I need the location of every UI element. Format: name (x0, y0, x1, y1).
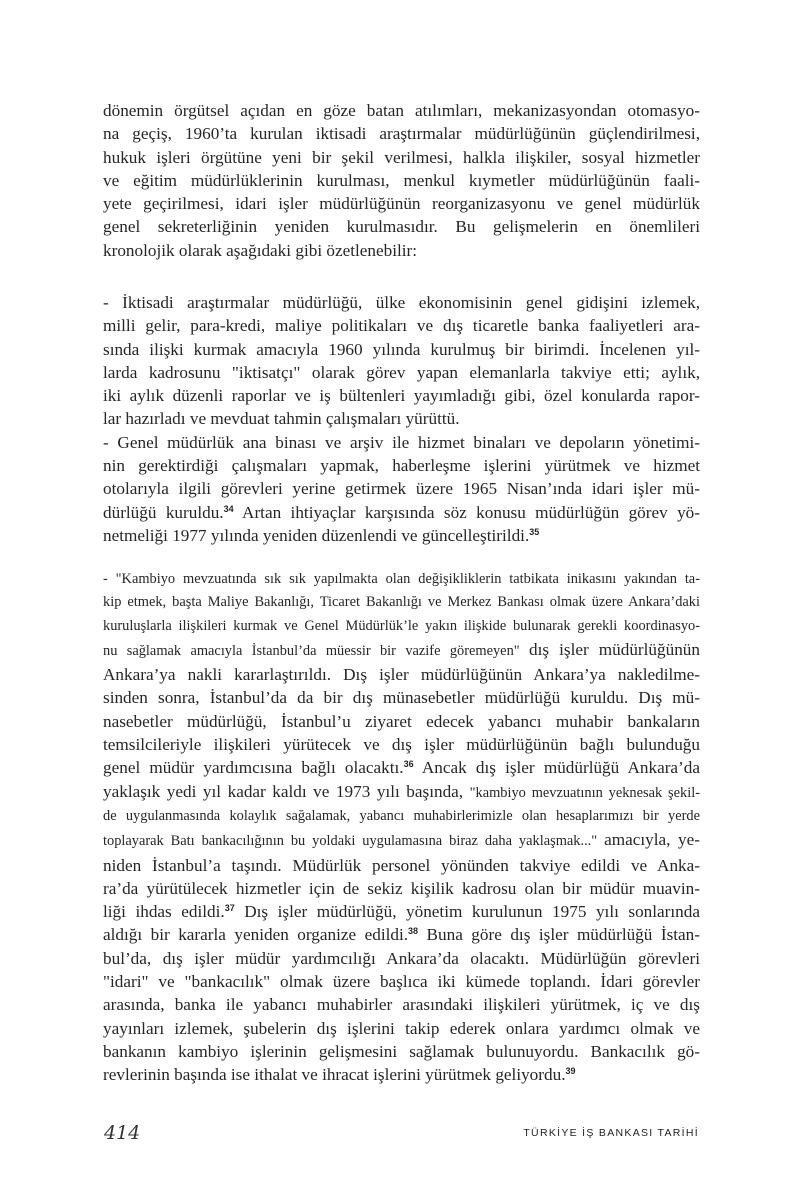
text-line: bul’da, dış işler müdür yardımcılığı Ankara’da olacaktı. Müdürlüğün görevleri (103, 948, 700, 968)
text-run: Artan ihtiyaçlar karşısında söz konusu müdürlüğün görev yö- (233, 502, 700, 522)
text-run: genel müdür yardımcısına bağlı olacaktı. (103, 758, 404, 778)
text-run: aldığı bir kararla yeniden organize edildi. (103, 925, 409, 945)
text-run: Dış işler müdürlüğü, yönetim kurulunun 1975 yılı sonlarında (234, 902, 700, 922)
text-run: netmeliği 1977 yılında yeniden düzenlendi ve güncelleştirildi. (103, 525, 530, 545)
text-line: - İktisadi araştırmalar müdürlüğü, ülke ekonomisinin genel gidişini izlemek, (103, 293, 700, 312)
quote-line: de uygulanmasında kolaylık sağalamak, yabancı muhabirlerimizle olan hesaplarımızı bir yerde (103, 807, 700, 824)
text-line: Ankara’ya nakli kararlaştırıldı. Dış işler müdürlüğünün Ankara’ya nakledilme- (103, 665, 700, 685)
text-line (103, 923, 700, 946)
footnote-ref[interactable]: 36 (403, 759, 414, 770)
text-line: kronolojik olarak aşağıdaki gibi özetlenebilir: (103, 240, 418, 260)
text-line: milli gelir, para-kredi, maliye politikaları ve dış ticaretle banka faaliyetleri ara- (103, 316, 700, 336)
quote-run: "kambiyo mevzuatının yeknesak şekil- (469, 784, 700, 801)
footnote-ref[interactable]: 38 (408, 926, 419, 937)
text-line: bankanın kambiyo işlerinin gelişmesini sağlamak bulunuyordu. Bankacılık gö- (103, 1041, 700, 1061)
text-line (103, 780, 700, 805)
text-line (103, 900, 700, 923)
text-run: Buna göre dış işler müdürlüğü İstan- (418, 925, 700, 945)
text-run: Ancak dış işler müdürlüğü Ankara’da (413, 758, 700, 778)
text-line: yete geçirilmesi, idari işler müdürlüğünün reorganizasyonu ve genel müdürlük (103, 194, 700, 214)
text-line: sında ilişki kurmak amacıyla 1960 yılında kurulmuş bir birimdi. İncelenen yıl- (103, 339, 700, 359)
text-line: iki aylık düzenli raporlar ve iş bültenleri yayımladığı gibi, özel konularda rapor- (103, 386, 700, 406)
foreign-affairs-paragraph (103, 568, 700, 1087)
text-line: otolarıyla ilgili görevleri yerine getirmek üzere 1965 Nisan’ında idari işler mü- (103, 479, 700, 499)
text-line: nasebetler müdürlüğü, İstanbul’u ziyaret edecek yabancı muhabir bankaların (103, 711, 700, 731)
text-line: dönemin örgütsel açıdan en göze batan atılımları, mekanizasyondan otomasyo- (103, 101, 700, 120)
quote-run: nu sağlamak amacıyla İstanbul’da müessir bir vazife göremeyen" (103, 642, 530, 659)
running-title: TÜRKİYE İŞ BANKASI TARİHİ (523, 1127, 699, 1139)
text-line (103, 524, 700, 547)
text-line: arasında, banka ile yabancı muhabirler arasındaki ilişkileri yürütmek, iç ve dış (103, 995, 700, 1015)
text-line: yayınları izlemek, şubelerin dış işlerini takip ederek onlara yardımcı olmak ve (103, 1018, 700, 1038)
text-line (103, 756, 700, 779)
quote-run: toplayarak Batı bankacılığının bu yoldaki uygulamasına biraz daha yaklaşmak..." (103, 833, 605, 850)
text-line (103, 501, 700, 524)
text-run: yaklaşık yedi yıl kadar kaldı ve 1973 yılı başında, (103, 781, 470, 801)
text-line: ra’da yürütülecek hizmetler için de sekiz kişilik kadrosu olan bir müdür muavin- (103, 878, 700, 898)
text-line: larda kadrosunu "iktisatçı" olarak görev yapan elemanlarla takviye etti; aylık, (103, 362, 700, 382)
footnote-ref[interactable]: 37 (224, 903, 235, 914)
list-items-paragraph (103, 291, 700, 547)
quote-line: kuruluşlarla ilişkileri kurmak ve Genel Müdürlük’le yakın ilişkide bulunarak gerekli koordinasyo- (103, 617, 700, 634)
text-line (103, 828, 700, 853)
text-line: hukuk işleri örgütüne yeni bir şekil verilmesi, halkla ilişkiler, sosyal hizmetler (103, 147, 700, 167)
text-line: na geçiş, 1960’ta kurulan iktisadi araştırmalar müdürlüğünün güçlendirilmesi, (103, 124, 700, 144)
quote-line: kip etmek, başta Maliye Bakanlığı, Ticaret Bakanlığı ve Merkez Bankası olmak üzere Ankara’daki (103, 594, 700, 611)
page-number: 414 (104, 1122, 141, 1144)
text-line: sinden sonra, İstanbul’da da bir dış münasebetler müdürlüğü kuruldu. Dış mü- (103, 688, 700, 708)
list-item-economic-research (103, 291, 700, 431)
footnote-ref[interactable]: 35 (529, 526, 540, 537)
text-line (103, 1063, 700, 1086)
text-run: revlerinin başında ise ithalat ve ihracat işlerini yürütmek geliyordu. (103, 1065, 566, 1085)
list-item-administrative-affairs (103, 431, 700, 547)
text-run: dış işler müdürlüğünün (529, 639, 700, 659)
text-line: niden İstanbul’a taşındı. Müdürlük personel yönünden takviye edildi ve Anka- (103, 855, 700, 875)
text-line: genel sekreterliğinin yeniden kurulmasıdır. Bu gelişmelerin en önemlileri (103, 217, 700, 237)
text-run: dürlüğü kuruldu. (103, 502, 224, 522)
text-line: nin gerektirdiği çalışmaları yapmak, haberleşme işlerini yürütmek ve hizmet (103, 456, 700, 476)
footnote-ref[interactable]: 39 (565, 1066, 576, 1077)
text-run: liği ihdas edildi. (103, 902, 225, 922)
text-line: ve eğitim müdürlüklerinin kurulması, menkul kıymetler müdürlüğünün faali- (103, 170, 700, 190)
text-line (103, 638, 700, 663)
footnote-ref[interactable]: 34 (223, 503, 234, 514)
text-line: "idari" ve "bankacılık" olmak üzere başlıca iki kümede toplandı. İdari görevler (103, 972, 700, 992)
text-line: - Genel müdürlük ana binası ve arşiv ile hizmet binaları ve depoların yönetimi- (103, 432, 700, 452)
text-run: amacıyla, ye- (604, 830, 700, 850)
text-line: lar hazırladı ve mevduat tahmin çalışmaları yürüttü. (103, 409, 460, 429)
text-line: temsilcileriyle ilişkileri yürütecek ve dış işler müdürlüğünün bağlı bulunduğu (103, 735, 700, 755)
quote-line: - "Kambiyo mevzuatında sık sık yapılmakta olan değişikliklerin tatbikata inikasını yakından ta- (103, 571, 700, 587)
intro-paragraph (103, 99, 700, 262)
